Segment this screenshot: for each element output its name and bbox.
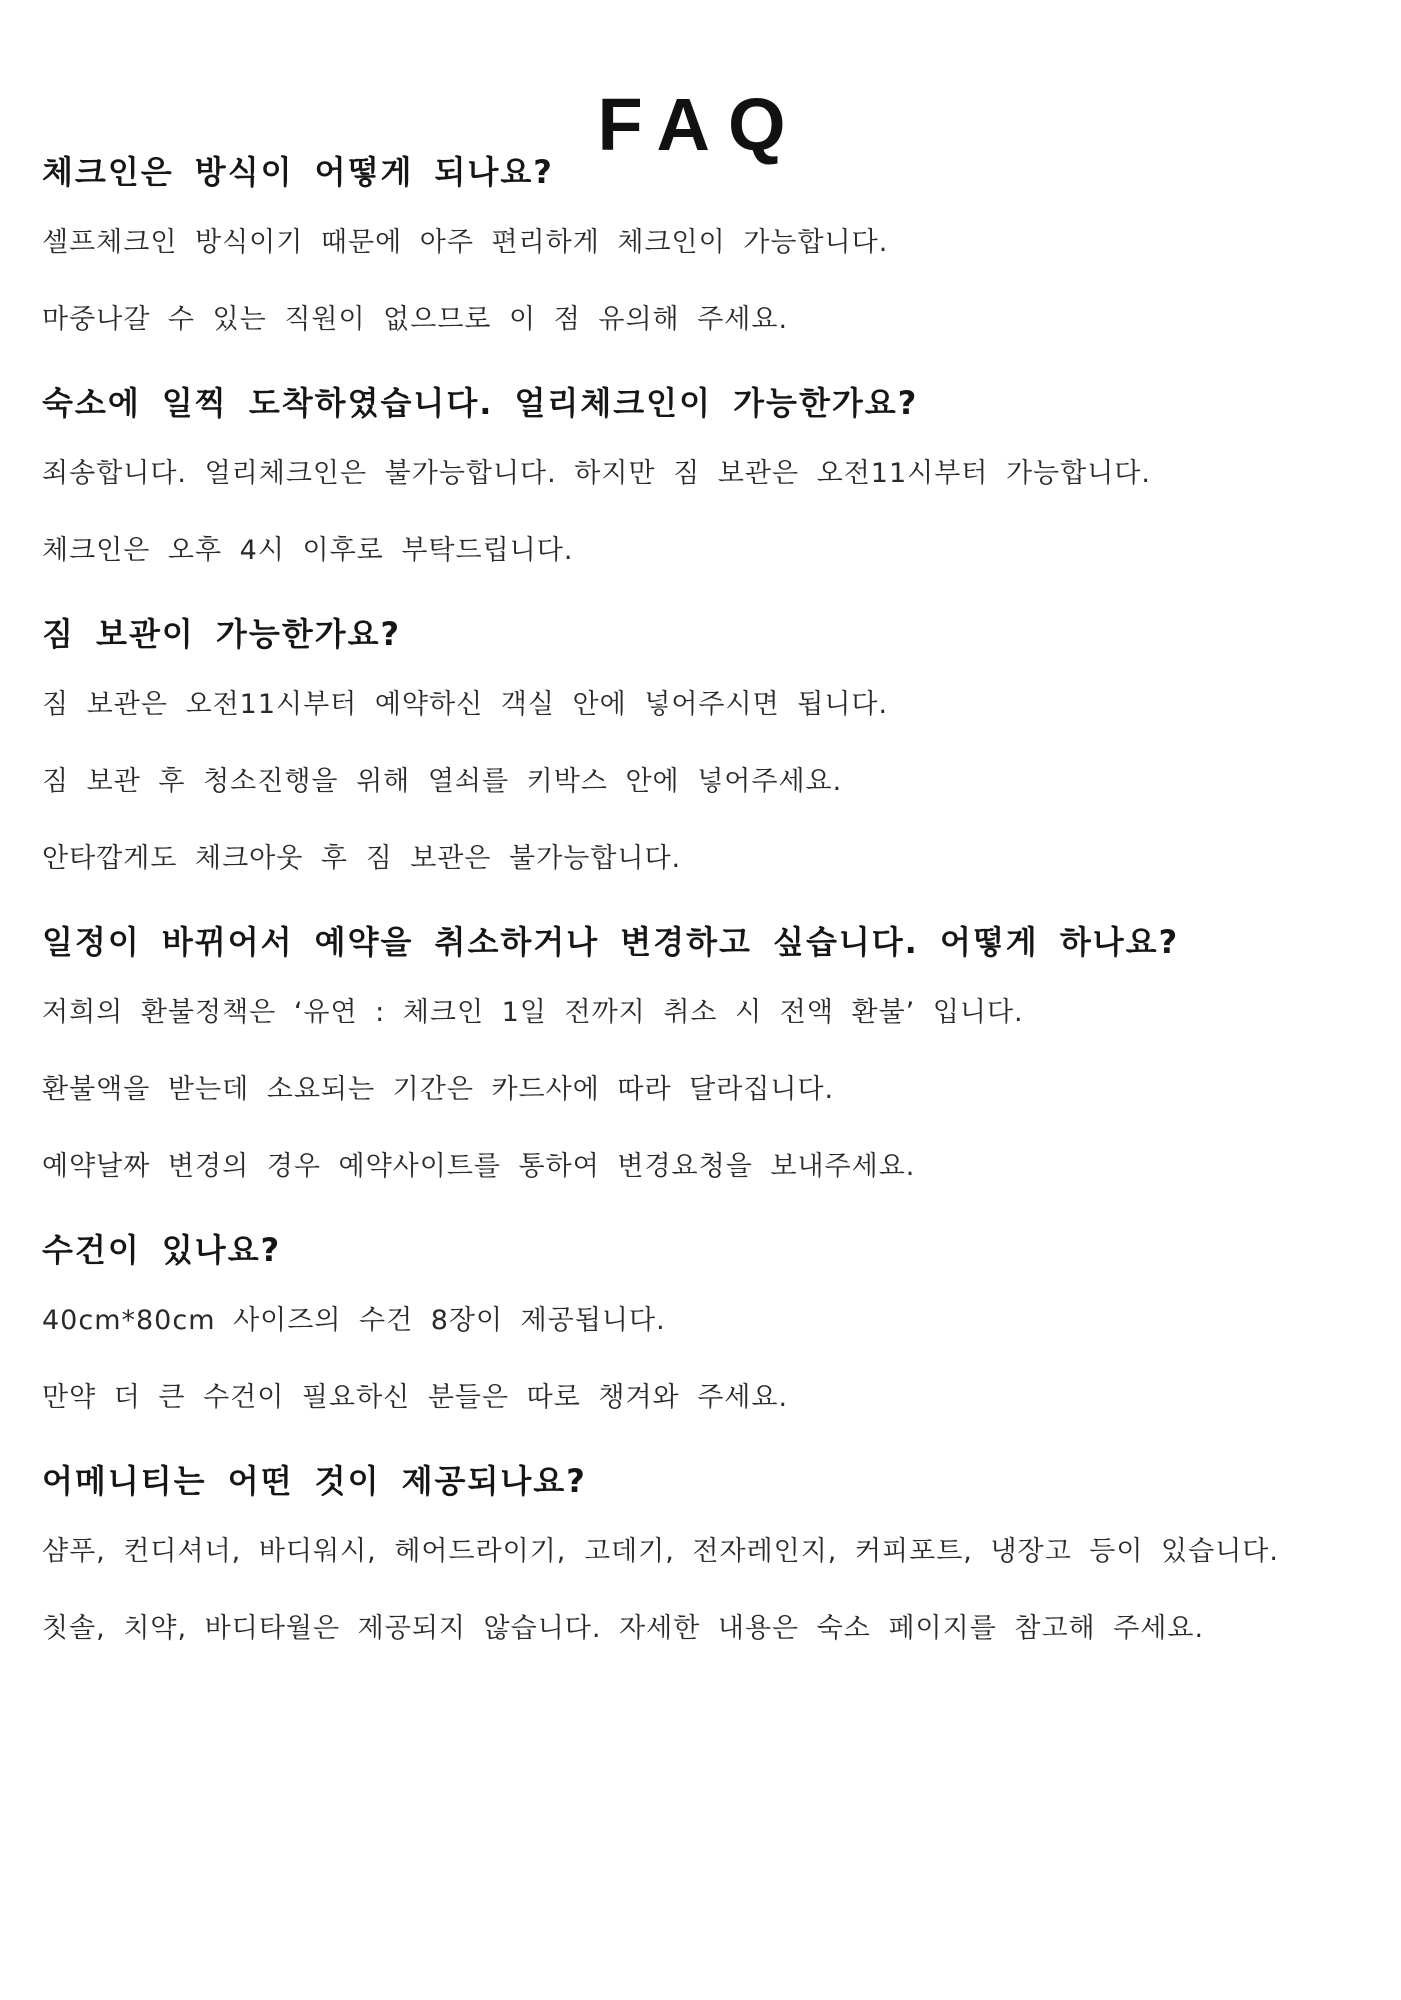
faq-answer: 칫솔, 치약, 바디타월은 제공되지 않습니다. 자세한 내용은 숙소 페이지를 참고해 주세요. <box>42 1613 1205 1644</box>
faq-question: 숙소에 일찍 도착하였습니다. 얼리체크인이 가능한가요? <box>42 384 919 422</box>
faq-answer: 샴푸, 컨디셔너, 바디워시, 헤어드라이기, 고데기, 전자레인지, 커피포트, 냉장고 등이 있습니다. <box>42 1536 1279 1567</box>
faq-answer: 짐 보관은 오전11시부터 예약하신 객실 안에 넣어주시면 됩니다. <box>42 689 889 720</box>
faq-answer: 죄송합니다. 얼리체크인은 불가능합니다. 하지만 짐 보관은 오전11시부터 가능합니다. <box>42 458 1151 489</box>
faq-list <box>42 150 1372 1648</box>
faq-item-early-checkin <box>42 381 1372 570</box>
faq-question: 일정이 바뀌어서 예약을 취소하거나 변경하고 싶습니다. 어떻게 하나요? <box>42 923 1180 961</box>
faq-answer: 체크인은 오후 4시 이후로 부탁드립니다. <box>42 535 574 566</box>
faq-item-checkin-method <box>42 150 1372 339</box>
faq-answer: 예약날짜 변경의 경우 예약사이트를 통하여 변경요청을 보내주세요. <box>42 1151 916 1182</box>
faq-answer: 만약 더 큰 수건이 필요하신 분들은 따로 챙겨와 주세요. <box>42 1382 789 1413</box>
faq-item-towels <box>42 1228 1372 1417</box>
faq-question: 수건이 있나요? <box>42 1231 282 1269</box>
faq-item-cancellation <box>42 920 1372 1186</box>
faq-item-amenities <box>42 1459 1372 1648</box>
faq-question: 짐 보관이 가능한가요? <box>42 615 402 653</box>
faq-answer: 40cm*80cm 사이즈의 수건 8장이 제공됩니다. <box>42 1305 666 1336</box>
faq-answer: 셀프체크인 방식이기 때문에 아주 편리하게 체크인이 가능합니다. <box>42 227 889 258</box>
faq-answer: 짐 보관 후 청소진행을 위해 열쇠를 키박스 안에 넣어주세요. <box>42 766 843 797</box>
faq-answer: 안타깝게도 체크아웃 후 짐 보관은 불가능합니다. <box>42 843 682 874</box>
faq-item-luggage-storage <box>42 612 1372 878</box>
faq-question: 체크인은 방식이 어떻게 되나요? <box>42 153 554 191</box>
faq-answer: 환불액을 받는데 소요되는 기간은 카드사에 따라 달라집니다. <box>42 1074 835 1105</box>
faq-question: 어메니티는 어떤 것이 제공되나요? <box>42 1462 587 1500</box>
faq-answer: 마중나갈 수 있는 직원이 없으므로 이 점 유의해 주세요. <box>42 304 789 335</box>
page-title: FAQ <box>597 82 804 166</box>
faq-answer: 저희의 환불정책은 ‘유연 : 체크인 1일 전까지 취소 시 전액 환불’ 입니다. <box>42 997 1024 1028</box>
